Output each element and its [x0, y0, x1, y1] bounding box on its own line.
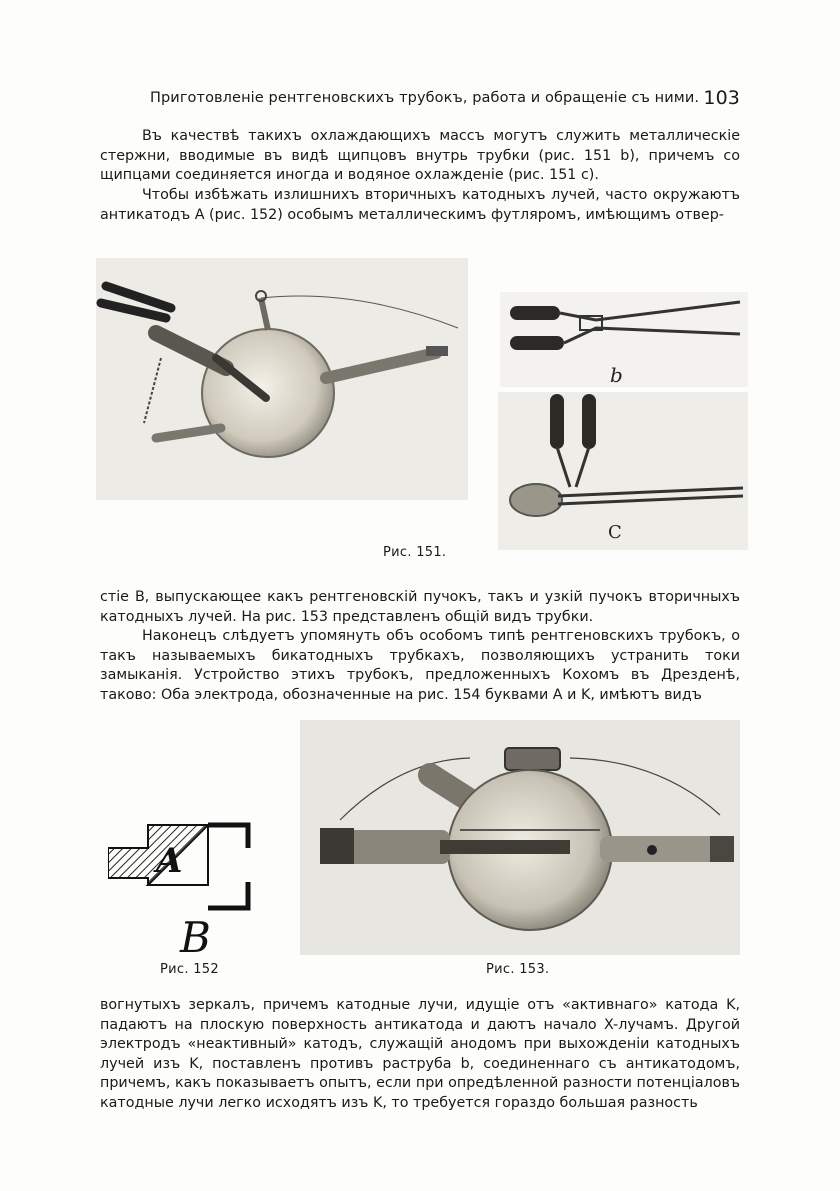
paragraph-3: стіе B, выпускающее какъ рентгеновскій пучокъ, такъ и узкій пучокъ вторичныхъ катодныхъ лучей. На рис. 153 представленъ общій видъ трубки. [100, 589, 740, 625]
figure-151-caption: Рис. 151. [383, 545, 447, 560]
figure-151-tongs-b [500, 292, 748, 387]
paragraph-2: Чтобы избѣжать излишнихъ вторичныхъ катодныхъ лучей, часто окружаютъ антикатодъ A (рис. 152) особымъ металлическимъ футляромъ, имѣющимъ отвер- [100, 187, 740, 223]
paragraph-1: Въ качествѣ такихъ охлаждающихъ массъ могутъ служить металлическіе стержни, вводимые въ видѣ щипцовъ внутрь трубки (рис. 151 b), причемъ со щипцами соединяется иногда и водяное охлажденіе (рис. 151 c). [100, 128, 740, 183]
figure-152-label-b: B [180, 913, 211, 955]
figure-151-tongs-c [498, 392, 748, 550]
figure-152-label-a: A [156, 841, 183, 881]
running-title: Приготовленіе рентгеновскихъ трубокъ, работа и обращеніе съ ними. [150, 90, 700, 106]
figure-151-label-b: b [610, 363, 623, 387]
figure-151-tube-photo [96, 258, 468, 500]
paragraph-5: вогнутыхъ зеркалъ, причемъ катодные лучи, идущіе отъ «активнаго» катода K, падаютъ на плоскую поверхность антикатода и даютъ начало X-лучамъ. Другой электродъ «неактивный» катодъ, служащій анодомъ при выхожденіи катодныхъ лучей изъ K, поставленъ противъ раструба b, соединеннаго съ антикатодомъ, причемъ, какъ показываетъ опытъ, если при опредѣленной разности потенціаловъ катодные лучи легко исходятъ изъ K, то требуется гораздо большая разность [100, 997, 740, 1111]
figure-151-label-c: C [608, 522, 622, 543]
figure-152-caption: Рис. 152 [160, 962, 219, 977]
figure-153-caption: Рис. 153. [486, 962, 550, 977]
paragraph-4: Наконецъ слѣдуетъ упомянуть объ особомъ типѣ рентгеновскихъ трубокъ, о такъ называемыхъ бикатодныхъ трубкахъ, позволяющихъ устранить токи замыканія. Устройство этихъ трубокъ, предложенныхъ Кохомъ въ Дрезденѣ, таково: Оба электрода, обозначенные на рис. 154 буквами A и K, имѣютъ видъ [100, 628, 740, 703]
page-number: 103 [703, 87, 740, 109]
figure-152-diagram [108, 820, 268, 955]
figure-153-tube-photo [300, 720, 740, 955]
